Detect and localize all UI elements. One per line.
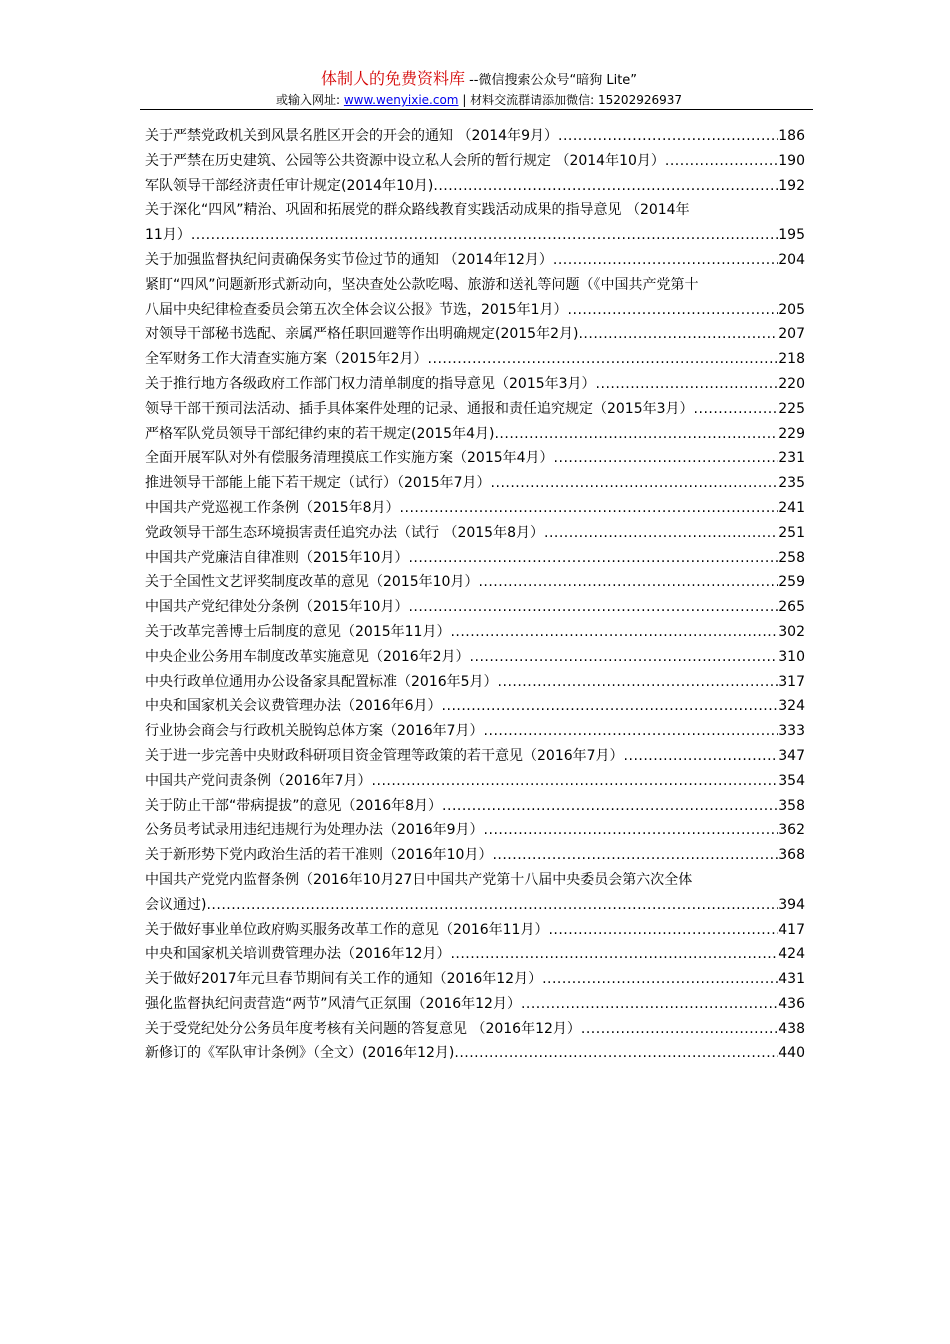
toc-entry[interactable] xyxy=(145,471,805,496)
toc-entry-line xyxy=(145,521,805,546)
toc-leader-dots xyxy=(694,397,779,422)
toc-entry-line xyxy=(145,694,805,719)
toc-page-number: 438 xyxy=(778,1020,805,1037)
toc-page-number: 229 xyxy=(778,425,805,442)
url-prefix: 或输入网址: xyxy=(275,93,344,107)
site-name: 体制人的免费资料库 xyxy=(320,69,465,88)
toc-entry-title: 关于防止干部“带病提拔”的意见（2016年8月） xyxy=(145,797,443,814)
toc-entry[interactable] xyxy=(145,992,805,1017)
toc-entry[interactable] xyxy=(145,273,805,323)
toc-entry-line xyxy=(145,719,805,744)
site-url-link[interactable]: www.wenyixie.com xyxy=(343,93,459,107)
toc-entry-title: 中国共产党廉洁自律准则（2015年10月） xyxy=(145,549,409,566)
toc-page-number: 324 xyxy=(778,698,805,715)
toc-page-number: 436 xyxy=(778,995,805,1012)
toc-page-number: 251 xyxy=(778,524,805,541)
toc-entry-line xyxy=(145,273,805,298)
toc-entry-title: 中国共产党巡视工作条例（2015年8月） xyxy=(145,499,400,516)
toc-page-number: 190 xyxy=(778,152,805,169)
toc-entry-line xyxy=(145,868,805,893)
toc-entry-title: 中国共产党问责条例（2016年7月） xyxy=(145,772,372,789)
toc-leader-dots xyxy=(442,694,779,719)
toc-entry-line xyxy=(145,918,805,943)
toc-entry-title: 军队领导干部经济责任审计规定(2014年10月) xyxy=(145,177,434,194)
toc-entry[interactable] xyxy=(145,446,805,471)
toc-leader-dots xyxy=(450,942,778,967)
toc-entry-title: 会议通过) xyxy=(145,896,207,913)
toc-entry[interactable] xyxy=(145,645,805,670)
toc-entry[interactable] xyxy=(145,794,805,819)
toc-entry[interactable] xyxy=(145,918,805,943)
toc-entry-title: 推进领导干部能上能下若干规定（试行）（2015年7月） xyxy=(145,475,491,492)
toc-entry-line xyxy=(145,1041,805,1066)
toc-leader-dots xyxy=(558,124,778,149)
toc-leader-dots xyxy=(494,422,778,447)
toc-leader-dots xyxy=(191,223,778,248)
toc-entry-line xyxy=(145,124,805,149)
toc-entry-line xyxy=(145,893,805,918)
header-divider xyxy=(140,109,813,110)
toc-page-number: 354 xyxy=(778,772,805,789)
toc-entry-line xyxy=(145,769,805,794)
toc-entry-title: 关于严禁党政机关到风景名胜区开会的开会的通知 （2014年9月） xyxy=(145,128,558,144)
toc-entry-title: 领导干部干预司法活动、插手具体案件处理的记录、通报和责任追究规定（2015年3月） xyxy=(145,400,694,417)
toc-entry-title: 公务员考试录用违纪违规行为处理办法（2016年9月） xyxy=(145,822,484,839)
toc-page-number: 218 xyxy=(778,351,805,368)
toc-entry-line xyxy=(145,248,805,273)
toc-leader-dots xyxy=(521,992,778,1017)
toc-entry[interactable] xyxy=(145,868,805,918)
toc-page-number: 358 xyxy=(778,797,805,814)
toc-leader-dots xyxy=(428,347,779,372)
toc-leader-dots xyxy=(542,967,778,992)
toc-entry-line xyxy=(145,967,805,992)
toc-entry[interactable] xyxy=(145,1041,805,1066)
toc-entry-line xyxy=(145,496,805,521)
toc-entry[interactable] xyxy=(145,942,805,967)
toc-entry[interactable] xyxy=(145,397,805,422)
toc-page-number: 220 xyxy=(778,375,805,392)
page-header xyxy=(145,68,813,108)
toc-entry[interactable] xyxy=(145,248,805,273)
toc-leader-dots xyxy=(624,744,779,769)
toc-entry[interactable] xyxy=(145,570,805,595)
toc-entry-title: 中国共产党党内监督条例（2016年10月27日中国共产党第十八届中央委员会第六次全体 xyxy=(145,871,693,888)
toc-entry-line xyxy=(145,322,805,347)
toc-entry[interactable] xyxy=(145,818,805,843)
toc-entry-title: 全军财务工作大清查实施方案（2015年2月） xyxy=(145,351,428,368)
toc-page-number: 205 xyxy=(778,301,805,318)
toc-page-number: 258 xyxy=(778,549,805,566)
toc-page-number: 204 xyxy=(778,251,805,268)
toc-entry[interactable] xyxy=(145,372,805,397)
toc-entry-title: 中央企业公务用车制度改革实施意见（2016年2月） xyxy=(145,648,470,665)
toc-entry[interactable] xyxy=(145,322,805,347)
toc-entry[interactable] xyxy=(145,719,805,744)
toc-entry-title: 紧盯“四风”问题新形式新动向，坚决查处公款吃喝、旅游和送礼等问题（《中国共产党第十 xyxy=(145,276,699,293)
toc-entry-title: 关于受党纪处分公务员年度考核有关问题的答复意见 （2016年12月） xyxy=(145,1020,581,1037)
toc-leader-dots xyxy=(478,570,778,595)
toc-entry-line xyxy=(145,620,805,645)
toc-entry[interactable] xyxy=(145,546,805,571)
toc-leader-dots xyxy=(578,322,778,347)
toc-leader-dots xyxy=(554,446,779,471)
toc-entry[interactable] xyxy=(145,422,805,447)
toc-entry[interactable] xyxy=(145,347,805,372)
toc-entry[interactable] xyxy=(145,595,805,620)
toc-entry[interactable] xyxy=(145,967,805,992)
toc-entry[interactable] xyxy=(145,198,805,248)
toc-entry-title: 党政领导干部生态环境损害责任追究办法（试行 （2015年8月） xyxy=(145,524,544,541)
toc-page-number: 310 xyxy=(778,648,805,665)
toc-entry-line xyxy=(145,546,805,571)
toc-entry-title: 中国共产党纪律处分条例（2015年10月） xyxy=(145,599,409,616)
toc-page-number: 362 xyxy=(778,822,805,839)
toc-entry-title: 中央和国家机关培训费管理办法（2016年12月） xyxy=(145,946,451,963)
toc-entry-line xyxy=(145,1017,805,1042)
toc-entry-line xyxy=(145,397,805,422)
toc-entry-line xyxy=(145,570,805,595)
toc-entry[interactable] xyxy=(145,149,805,174)
toc-leader-dots xyxy=(553,248,778,273)
toc-leader-dots xyxy=(470,645,779,670)
toc-leader-dots xyxy=(665,149,778,174)
toc-entry[interactable] xyxy=(145,1017,805,1042)
toc-entry-title: 全面开展军队对外有偿服务清理摸底工作实施方案（2015年4月） xyxy=(145,450,554,467)
toc-leader-dots xyxy=(581,1017,778,1042)
table-of-contents xyxy=(145,124,805,1066)
toc-entry-line xyxy=(145,372,805,397)
toc-entry[interactable] xyxy=(145,496,805,521)
toc-leader-dots xyxy=(484,818,779,843)
toc-page-number: 207 xyxy=(778,326,805,343)
toc-entry-line xyxy=(145,744,805,769)
toc-entry-title: 关于加强监督执纪问责确保务实节俭过节的通知 （2014年12月） xyxy=(145,251,553,268)
header-line-2 xyxy=(145,92,813,108)
toc-page-number: 192 xyxy=(778,177,805,194)
toc-entry[interactable] xyxy=(145,620,805,645)
toc-entry-title: 新修订的《军队审计条例》（全文）(2016年12月) xyxy=(145,1045,455,1062)
toc-entry-title: 关于深化“四风”精治、巩固和拓展党的群众路线教育实践活动成果的指导意见 （2014年 xyxy=(145,202,690,219)
toc-entry-line xyxy=(145,298,805,323)
toc-entry-line xyxy=(145,818,805,843)
toc-leader-dots xyxy=(454,1041,778,1066)
toc-leader-dots xyxy=(400,496,779,521)
toc-entry-line xyxy=(145,446,805,471)
toc-entry-title: 关于改革完善博士后制度的意见（2015年11月） xyxy=(145,623,451,640)
toc-leader-dots xyxy=(568,298,779,323)
toc-entry-title: 八届中央纪律检查委员会第五次全体会议公报》节选，2015年1月） xyxy=(145,301,568,318)
toc-page-number: 440 xyxy=(778,1045,805,1062)
toc-entry[interactable] xyxy=(145,744,805,769)
toc-page-number: 265 xyxy=(778,599,805,616)
toc-leader-dots xyxy=(372,769,779,794)
toc-leader-dots xyxy=(408,595,778,620)
toc-entry-line xyxy=(145,198,805,223)
toc-entry-title: 严格军队党员领导干部纪律约束的若干规定(2015年4月) xyxy=(145,425,495,442)
toc-entry-line xyxy=(145,942,805,967)
toc-entry[interactable] xyxy=(145,670,805,695)
toc-entry[interactable] xyxy=(145,124,805,149)
toc-page-number: 394 xyxy=(778,896,805,913)
toc-leader-dots xyxy=(442,794,778,819)
toc-entry-title: 关于进一步完善中央财政科研项目资金管理等政策的若干意见（2016年7月） xyxy=(145,747,624,764)
toc-page-number: 235 xyxy=(778,475,805,492)
toc-entry[interactable] xyxy=(145,769,805,794)
toc-leader-dots xyxy=(498,670,779,695)
toc-page-number: 417 xyxy=(778,921,805,938)
toc-page-number: 302 xyxy=(778,623,805,640)
toc-entry-title: 对领导干部秘书选配、亲属严格任职回避等作出明确规定(2015年2月) xyxy=(145,326,579,343)
toc-entry-title: 关于做好2017年元旦春节期间有关工作的通知（2016年12月） xyxy=(145,971,543,988)
toc-entry-line xyxy=(145,843,805,868)
toc-leader-dots xyxy=(206,893,778,918)
toc-entry-title: 关于推行地方各级政府工作部门权力清单制度的指导意见（2015年3月） xyxy=(145,375,596,392)
toc-entry-title: 关于全国性文艺评奖制度改革的意见（2015年10月） xyxy=(145,574,479,591)
toc-entry-line xyxy=(145,347,805,372)
toc-entry-title: 中央和国家机关会议费管理办法（2016年6月） xyxy=(145,698,442,715)
toc-page-number: 368 xyxy=(778,847,805,864)
toc-leader-dots xyxy=(484,719,779,744)
toc-entry-line xyxy=(145,422,805,447)
toc-entry-title: 中央行政单位通用办公设备家具配置标准（2016年5月） xyxy=(145,673,498,690)
toc-page-number: 259 xyxy=(778,574,805,591)
toc-page-number: 231 xyxy=(778,450,805,467)
toc-entry[interactable] xyxy=(145,521,805,546)
toc-page-number: 431 xyxy=(778,971,805,988)
toc-entry-title: 11月） xyxy=(145,227,191,244)
toc-page-number: 241 xyxy=(778,499,805,516)
toc-entry-line xyxy=(145,794,805,819)
toc-entry-title: 行业协会商会与行政机关脱钩总体方案（2016年7月） xyxy=(145,723,484,740)
toc-entry-title: 关于严禁在历史建筑、公园等公共资源中设立私人会所的暂行规定 （2014年10月） xyxy=(145,152,665,169)
toc-entry-line xyxy=(145,471,805,496)
toc-entry-line xyxy=(145,595,805,620)
header-line-1 xyxy=(145,68,813,92)
toc-entry-line xyxy=(145,174,805,199)
toc-entry[interactable] xyxy=(145,694,805,719)
toc-page-number: 195 xyxy=(778,227,805,244)
toc-page-number: 186 xyxy=(778,128,805,144)
toc-leader-dots xyxy=(450,620,778,645)
toc-entry-title: 强化监督执纪问责营造“两节”风清气正氛围（2016年12月） xyxy=(145,995,521,1012)
toc-leader-dots xyxy=(408,546,778,571)
contact-info: | 材料交流群请添加微信: 15202926937 xyxy=(458,93,683,107)
toc-page-number: 225 xyxy=(778,400,805,417)
toc-entry-line xyxy=(145,670,805,695)
toc-entry-line xyxy=(145,149,805,174)
toc-leader-dots xyxy=(491,471,779,496)
toc-page-number: 424 xyxy=(778,946,805,963)
toc-entry-line xyxy=(145,992,805,1017)
toc-entry-line xyxy=(145,645,805,670)
toc-page-number: 333 xyxy=(778,723,805,740)
toc-entry[interactable] xyxy=(145,174,805,199)
toc-page-number: 347 xyxy=(778,747,805,764)
toc-entry-title: 关于做好事业单位政府购买服务改革工作的意见（2016年11月） xyxy=(145,921,549,938)
toc-leader-dots xyxy=(548,918,778,943)
toc-leader-dots xyxy=(596,372,779,397)
wechat-hint: --微信搜索公众号“暗狗 Lite” xyxy=(464,73,638,88)
toc-page-number: 317 xyxy=(778,673,805,690)
toc-leader-dots xyxy=(492,843,778,868)
toc-entry-line xyxy=(145,223,805,248)
toc-entry[interactable] xyxy=(145,843,805,868)
toc-entry-title: 关于新形势下党内政治生活的若干准则（2016年10月） xyxy=(145,847,493,864)
toc-leader-dots xyxy=(433,174,778,199)
toc-leader-dots xyxy=(544,521,778,546)
